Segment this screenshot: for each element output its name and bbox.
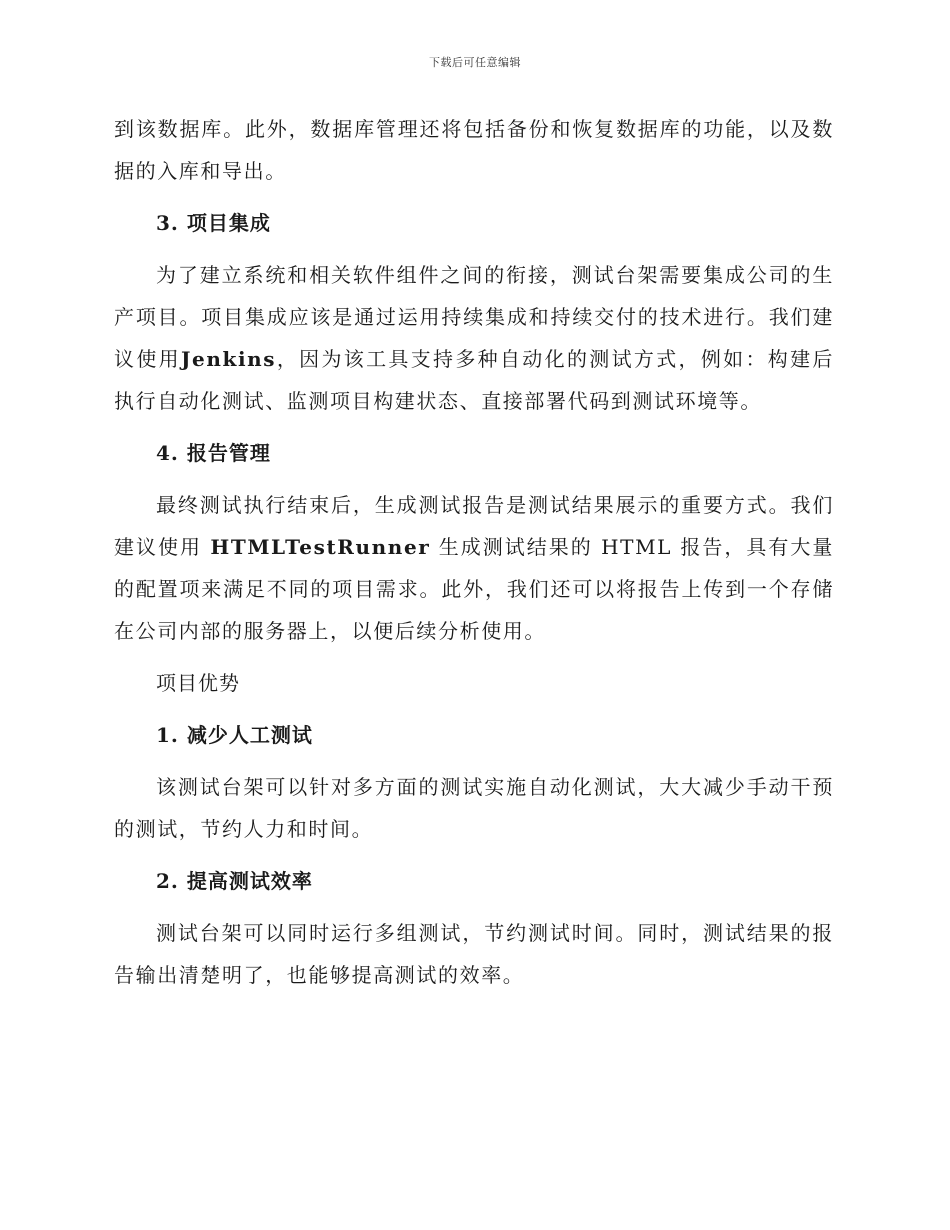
heading-report-management: 4. 报告管理 <box>156 441 271 465</box>
document-body <box>114 108 834 1006</box>
paragraph-project-integration <box>114 254 834 422</box>
paragraph-text: 为了建立系统和相关软件组件之间的衔接，测试台架需要集成公司的生产项目。项目集成应该是通过运用持续集成和持续交付的技术进行。我们建议使用 <box>114 263 834 371</box>
page-header: 下载后可任意编辑 <box>429 56 521 69</box>
term-jenkins: Jenkins <box>180 347 277 371</box>
paragraph-reduce-manual-testing: 该测试台架可以针对多方面的测试实施自动化测试，大大减少手动干预的测试，节约人力和时间。 <box>114 775 834 841</box>
heading-improve-efficiency: 2. 提高测试效率 <box>156 869 313 893</box>
heading-project-integration: 3. 项目集成 <box>156 211 271 235</box>
paragraph-report-management <box>114 484 834 652</box>
paragraph-text: 生成测试结果的 HTML 报告，具有大量的配置项来满足不同的项目需求。此外，我们还可以将报告上传到一个存储在公司内部的服务器上，以便后续分析使用。 <box>114 535 834 643</box>
heading-project-advantages: 项目优势 <box>156 671 240 695</box>
paragraph-database-continuation: 到该数据库。此外，数据库管理还将包括备份和恢复数据库的功能，以及数据的入库和导出。 <box>114 117 834 183</box>
term-htmltestrunner: HTMLTestRunner <box>210 535 431 559</box>
paragraph-text: ，因为该工具支持多种自动化的测试方式，例如：构建后执行自动化测试、监测项目构建状态、直接部署代码到测试环境等。 <box>114 347 834 413</box>
paragraph-improve-efficiency: 测试台架可以同时运行多组测试，节约测试时间。同时，测试结果的报告输出清楚明了，也能够提高测试的效率。 <box>114 921 834 987</box>
paragraph-text: 最终测试执行结束后，生成测试报告是测试结果展示的重要方式。我们建议使用 <box>114 493 834 559</box>
heading-reduce-manual-testing: 1. 减少人工测试 <box>156 723 313 747</box>
